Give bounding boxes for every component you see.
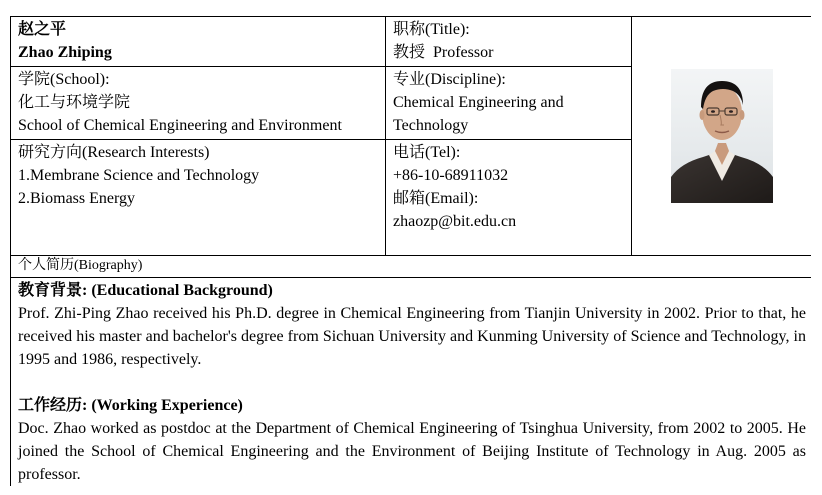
research-label: 研究方向(Research Interests) [18, 144, 210, 161]
tel-value: +86-10-68911032 [393, 167, 509, 184]
photo-cell [632, 17, 812, 256]
profile-table [10, 16, 811, 486]
email-value: zhaozp@bit.edu.cn [393, 213, 517, 230]
title-value: 教授 Professor [393, 44, 494, 61]
name-english: Zhao Zhiping [18, 44, 112, 61]
tel-label: 电话(Tel): [393, 144, 461, 161]
paragraph-spacer [18, 371, 806, 394]
email-label: 邮箱(Email): [393, 190, 479, 207]
contact-cell [386, 140, 632, 256]
work-text: Doc. Zhao worked as postdoc at the Department of Chemical Engineering of Tsinghua University, from 2002 to 2005. He joined the School of Chemical Engineering and the Environment of Beijing Institute of Technology in Aug. 2005 as professor. [18, 420, 806, 483]
discipline-value: Chemical Engineering and Technology [393, 94, 564, 134]
profile-page [10, 16, 811, 495]
research-cell [11, 140, 386, 256]
portrait-illustration [671, 69, 773, 203]
title-cell [386, 17, 632, 67]
discipline-cell [386, 67, 632, 140]
portrait-photo [671, 69, 773, 203]
biography-label-cell [11, 256, 812, 278]
education-text: Prof. Zhi-Ping Zhao received his Ph.D. degree in Chemical Engineering from Tianjin University in 2002. Prior to that, he received his master and bachelor's degree from Sichuan University and Kunming University of Science and Technology, in 1995 and 1986, respectively. [18, 305, 806, 368]
title-label: 职称(Title): [393, 21, 470, 38]
name-cell [11, 17, 386, 67]
biography-label: 个人简历(Biography) [18, 258, 143, 273]
name-chinese: 赵之平 [18, 21, 67, 38]
school-label: 学院(School): [18, 71, 110, 88]
biography-content-cell [11, 278, 812, 487]
school-english: School of Chemical Engineering and Environment [18, 117, 342, 134]
education-heading: 教育背景: (Educational Background) [18, 282, 273, 299]
research-item: 2.Biomass Energy [18, 190, 136, 207]
discipline-label: 专业(Discipline): [393, 71, 506, 88]
school-cell [11, 67, 386, 140]
school-chinese: 化工与环境学院 [18, 94, 131, 111]
research-item: 1.Membrane Science and Technology [18, 167, 260, 184]
work-heading: 工作经历: (Working Experience) [18, 397, 243, 414]
